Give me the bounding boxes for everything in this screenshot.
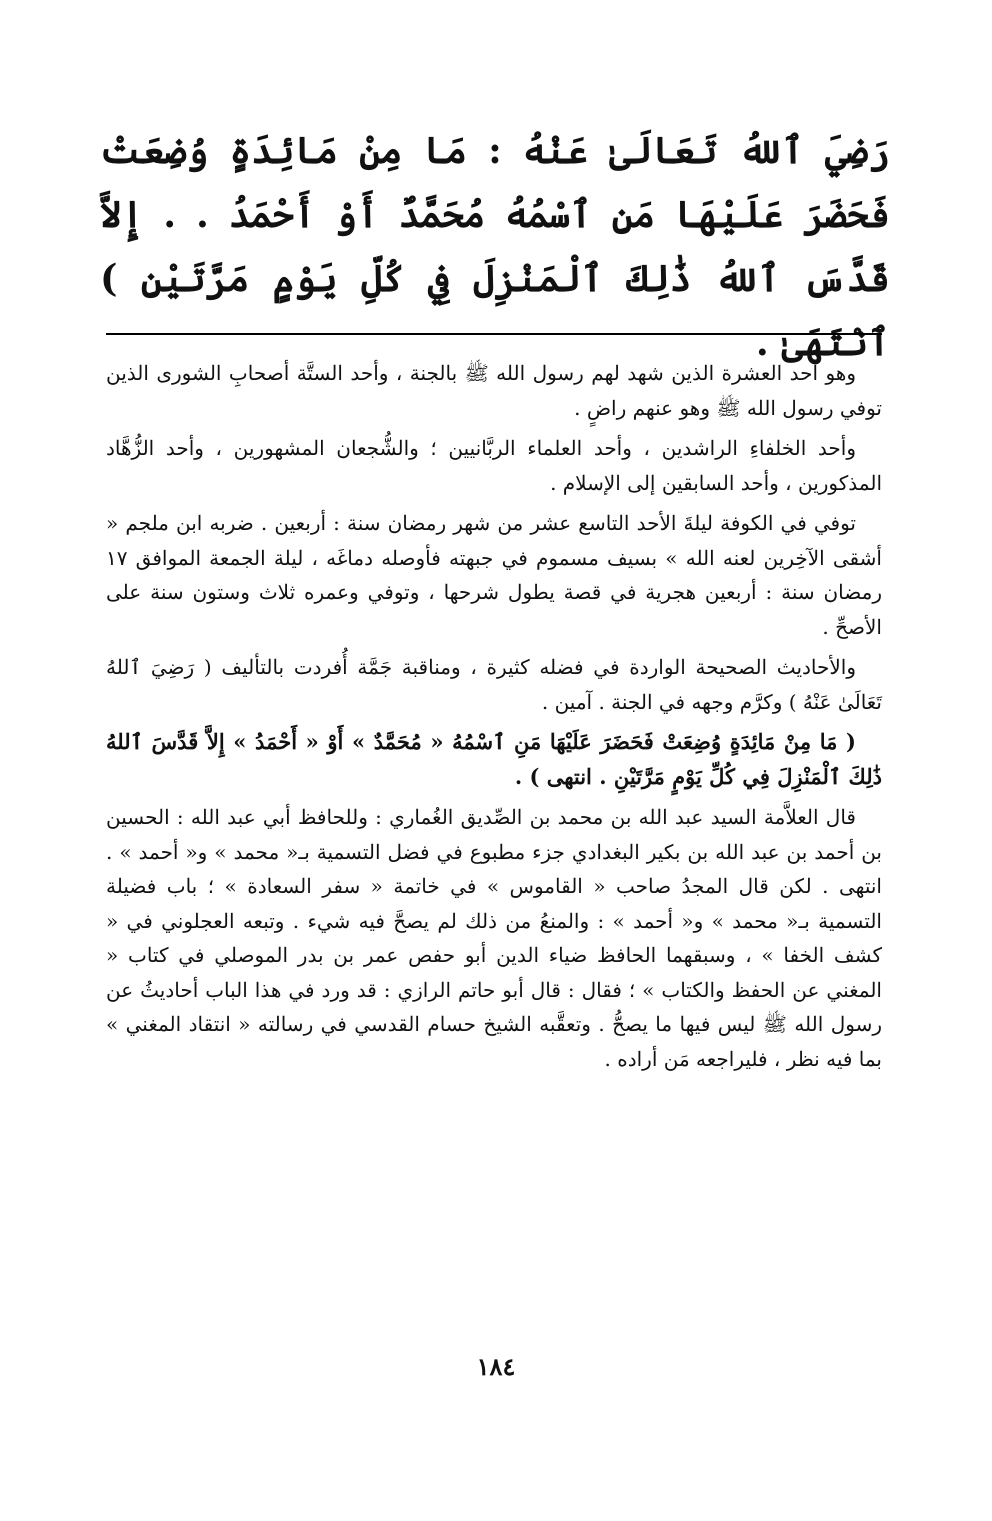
main-paragraph: رَضِيَ ٱللهُ تَعَالَىٰ عَنْهُ : مَا مِنْ مَائِدَةٍ وُضِعَتْ فَحَضَرَ عَلَيْهَا مَنِ ٱسْمُهُ مُحَمَّدٌ أَوْ أَحْمَدُ . . إِلاَّ قَدَّسَ ٱللهُ ذَٰلِكَ ٱلْمَنْزِلَ فِي كُلِّ يَوْمٍ مَرَّتَيْنِ ) ٱنْتَهَىٰ .	[100, 128, 890, 364]
main-text-block	[100, 118, 890, 374]
page-number: ١٨٤	[476, 1352, 516, 1381]
footnote-paragraph-6: قال العلاَّمة السيد عبد الله بن محمد بن الصِّديق الغُماري : وللحافظ أبي عبد الله : الحسين بن أحمد بن عبد الله بن بكير البغدادي جزء مطبوع في فضل التسمية بـ« محمد » و« أحمد » . انتهى . لكن قال المجدُ صاحب « القاموس » في خاتمة « سفر السعادة » ؛ باب فضيلة التسمية بـ« محمد » و« أحمد » : والمنعُ من ذلك لم يصحَّ فيه شيء . وتبعه العجلوني في « كشف الخفا » ، وسبقهما الحافظ ضياء الدين أبو حفص عمر بن بدر الموصلي في كتاب « المغني عن الحفظ والكتاب » ؛ فقال : قال أبو حاتم الرازي : قد ورد في هذا الباب أحاديثُ عن رسول الله ﷺ ليس فيها ما يصحُّ . وتعقَّبه الشيخ حسام القدسي في رسالته « انتقاد المغني » بما فيه نظر ، فليراجعه مَن أراده .	[106, 805, 882, 1071]
footnotes-block	[106, 356, 882, 1076]
footnote-paragraph-4: والأحاديث الصحيحة الواردة في فضله كثيرة ، ومناقبة جَمَّة أُفردت بالتأليف ( رَضِيَ ٱللهُ تَعَالَىٰ عَنْهُ ) وكرَّم وجهه في الجنة . آمين .	[106, 655, 882, 714]
footnote-paragraph-2: وأحد الخلفاءِ الراشدين ، وأحد العلماء الربَّانيين ؛ والشُّجعان المشهورين ، وأحد الزُّهَّاد المذكورين ، وأحد السابقين إلى الإسلام .	[106, 436, 882, 495]
footnote-paragraph-1: وهو أحد العشرة الذين شهد لهم رسول الله ﷺ بالجنة ، وأحد الستَّة أصحابِ الشورى الذين توفي رسول الله ﷺ وهو عنهم راضٍ .	[106, 361, 882, 420]
footnote-hadith-quote: ( مَا مِنْ مَائِدَةٍ وُضِعَتْ فَحَضَرَ عَلَيْهَا مَنِ ٱسْمُهُ « مُحَمَّدٌ » أَوْ « أَحْمَدُ » إِلاَّ قَدَّسَ ٱللهُ ذَٰلِكَ ٱلْمَنْزِلَ فِي كُلِّ يَوْمٍ مَرَّتَيْنِ . انتهى ) .	[106, 729, 882, 789]
footnote-paragraph-3: توفي في الكوفة ليلةَ الأحد التاسع عشر من شهر رمضان سنة : أربعين . ضربه ابن ملجم « أشقى الآخِرين لعنه الله » بسيف مسموم في جبهته فأوصله دماغَه ، ليلة الجمعة الموافق ١٧ رمضان سنة : أربعين هجرية في قصة يطول شرحها ، وتوفي وعمره ثلاث وستون سنة على الأصحِّ .	[106, 511, 882, 639]
footnote-divider	[106, 333, 882, 335]
